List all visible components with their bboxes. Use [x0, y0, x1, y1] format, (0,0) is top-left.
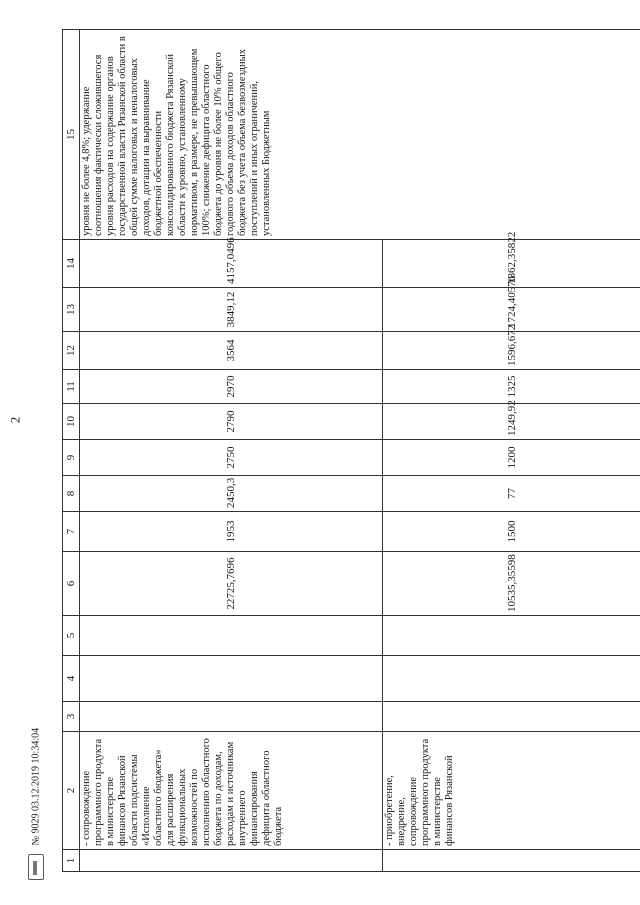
- header-col-10: 10: [63, 404, 80, 440]
- header-col-6: 6: [63, 552, 80, 616]
- cell-num: [80, 850, 383, 872]
- cell-col3: [383, 702, 640, 732]
- header-col-2: 2: [63, 732, 80, 850]
- registration-footer: [28, 560, 50, 880]
- header-col-7: 7: [63, 512, 80, 552]
- header-col-11: 11: [63, 370, 80, 404]
- cell-col12: 1596,672: [383, 332, 640, 370]
- cell-col14: 4157,0496: [80, 240, 383, 288]
- cell-col10: 2790: [80, 404, 383, 440]
- cell-col8: 77: [383, 476, 640, 512]
- header-col-8: 8: [63, 476, 80, 512]
- header-row: [63, 30, 80, 872]
- cell-col7: 1953: [80, 512, 383, 552]
- cell-col4: [80, 656, 383, 702]
- header-col-12: 12: [63, 332, 80, 370]
- header-col-15: 15: [63, 30, 80, 240]
- cell-col8: 2450,3: [80, 476, 383, 512]
- doc-timestamp: 03.12.2019 10:34:04: [30, 727, 42, 811]
- cell-col5: [80, 616, 383, 656]
- cell-col12: 3564: [80, 332, 383, 370]
- cell-col7: 1500: [383, 512, 640, 552]
- cell-col11: 1325: [383, 370, 640, 404]
- page-number: 2: [7, 416, 23, 424]
- cell-col13: 1724,40576: [383, 288, 640, 332]
- cell-num: [383, 850, 640, 872]
- registry-stamp-icon: [28, 854, 44, 880]
- header-col-4: 4: [63, 656, 80, 702]
- budget-table-container: [62, 30, 632, 872]
- cell-col3: [80, 702, 383, 732]
- budget-table: [62, 29, 640, 872]
- cell-description: - сопровождение программного продукта в министерстве финансов Рязанской области подсистемы «Исполнение областного бюджета» для расширения функциональных возможностей по исполнению областного бюджета по доходам, расходам и источникам внутреннего финансирования дефицита областного бюджета: [80, 732, 383, 850]
- table-row: [80, 30, 383, 872]
- cell-col13: 3849,12: [80, 288, 383, 332]
- cell-col9: 2750: [80, 440, 383, 476]
- header-col-14: 14: [63, 240, 80, 288]
- cell-total: 22725,7696: [80, 552, 383, 616]
- header-col-13: 13: [63, 288, 80, 332]
- cell-col5: [383, 616, 640, 656]
- cell-col14: 1862,35822: [383, 240, 640, 288]
- header-col-3: 3: [63, 702, 80, 732]
- header-col-5: 5: [63, 616, 80, 656]
- cell-col10: 1249,92: [383, 404, 640, 440]
- cell-total: 10535,35598: [383, 552, 640, 616]
- cell-col11: 2970: [80, 370, 383, 404]
- doc-number: № 9029: [30, 813, 42, 846]
- cell-col4: [383, 656, 640, 702]
- cell-description: - приобретение, внедрение, сопровождение программного продукта в министерстве финансов Рязанской: [383, 732, 640, 850]
- cell-col9: 1200: [383, 440, 640, 476]
- cell-indicators: уровня не более 4,8%; удержание соотношения фактически сложившегося уровня расходов на содержание органов государственной власти Рязанской области в общей сумме налоговых и неналоговых доходов, дотации на выравнивание бюджетной обеспеченности консолидированного бюджета Рязанской области к уровню, установленному нормативом, в размере, не превышающем 100%; снижение дефицита областного бюджета до уровня не более 10% общего годового объема доходов областного бюджета без учета объема безвозмездных поступлений и иных ограничений, установленных Бюджетным: [80, 30, 640, 240]
- header-col-9: 9: [63, 440, 80, 476]
- header-col-1: 1: [63, 850, 80, 872]
